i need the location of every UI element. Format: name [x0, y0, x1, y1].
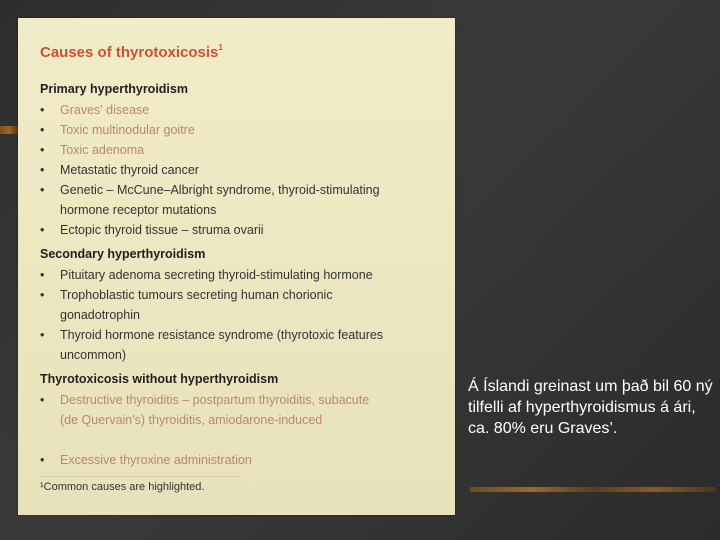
- list-item: • Ectopic thyroid tissue – struma ovarii: [40, 223, 264, 237]
- section-heading-secondary: Secondary hyperthyroidism: [40, 247, 206, 261]
- thyrotoxicosis-table-image: [18, 18, 455, 515]
- list-item: • Toxic adenoma: [40, 143, 145, 157]
- list-item: • Thyroid hormone resistance syndrome (thyrotoxic features uncommon): [40, 328, 384, 362]
- list-item: • Genetic – McCune–Albright syndrome, thyroid-stimulating hormone receptor mutations: [40, 183, 380, 217]
- list-item: • Pituitary adenoma secreting thyroid-stimulating hormone: [40, 268, 373, 282]
- list-item: • Graves' disease: [40, 103, 150, 117]
- decorative-strip-left: [0, 126, 18, 134]
- slide-caption: Á Íslandi greinast um það bil 60 ný tilfelli af hyperthyroidismus á ári, ca. 80% eru Graves’.: [468, 378, 713, 437]
- list-item: • Excessive thyroxine administration: [40, 453, 252, 467]
- list-item: • Destructive thyroiditis – postpartum thyroiditis, subacute (de Quervain's) thyroiditis, amiodarone-induced: [40, 393, 370, 427]
- list-item: • Toxic multinodular goitre: [40, 123, 195, 137]
- list-item: • Trophoblastic tumours secreting human chorionic gonadotrophin: [40, 288, 333, 322]
- list-item: • Metastatic thyroid cancer: [40, 163, 199, 177]
- footnote-divider: [40, 476, 240, 477]
- panel-title: Causes of thyrotoxicosis$^1$: [40, 43, 223, 61]
- decorative-strip-caption: [470, 487, 716, 492]
- section-heading-primary: Primary hyperthyroidism: [40, 82, 188, 96]
- section-heading-without-hyperthyroidism: Thyrotoxicosis without hyperthyroidism: [40, 372, 279, 386]
- footnote: ¹Common causes are highlighted.: [40, 481, 205, 493]
